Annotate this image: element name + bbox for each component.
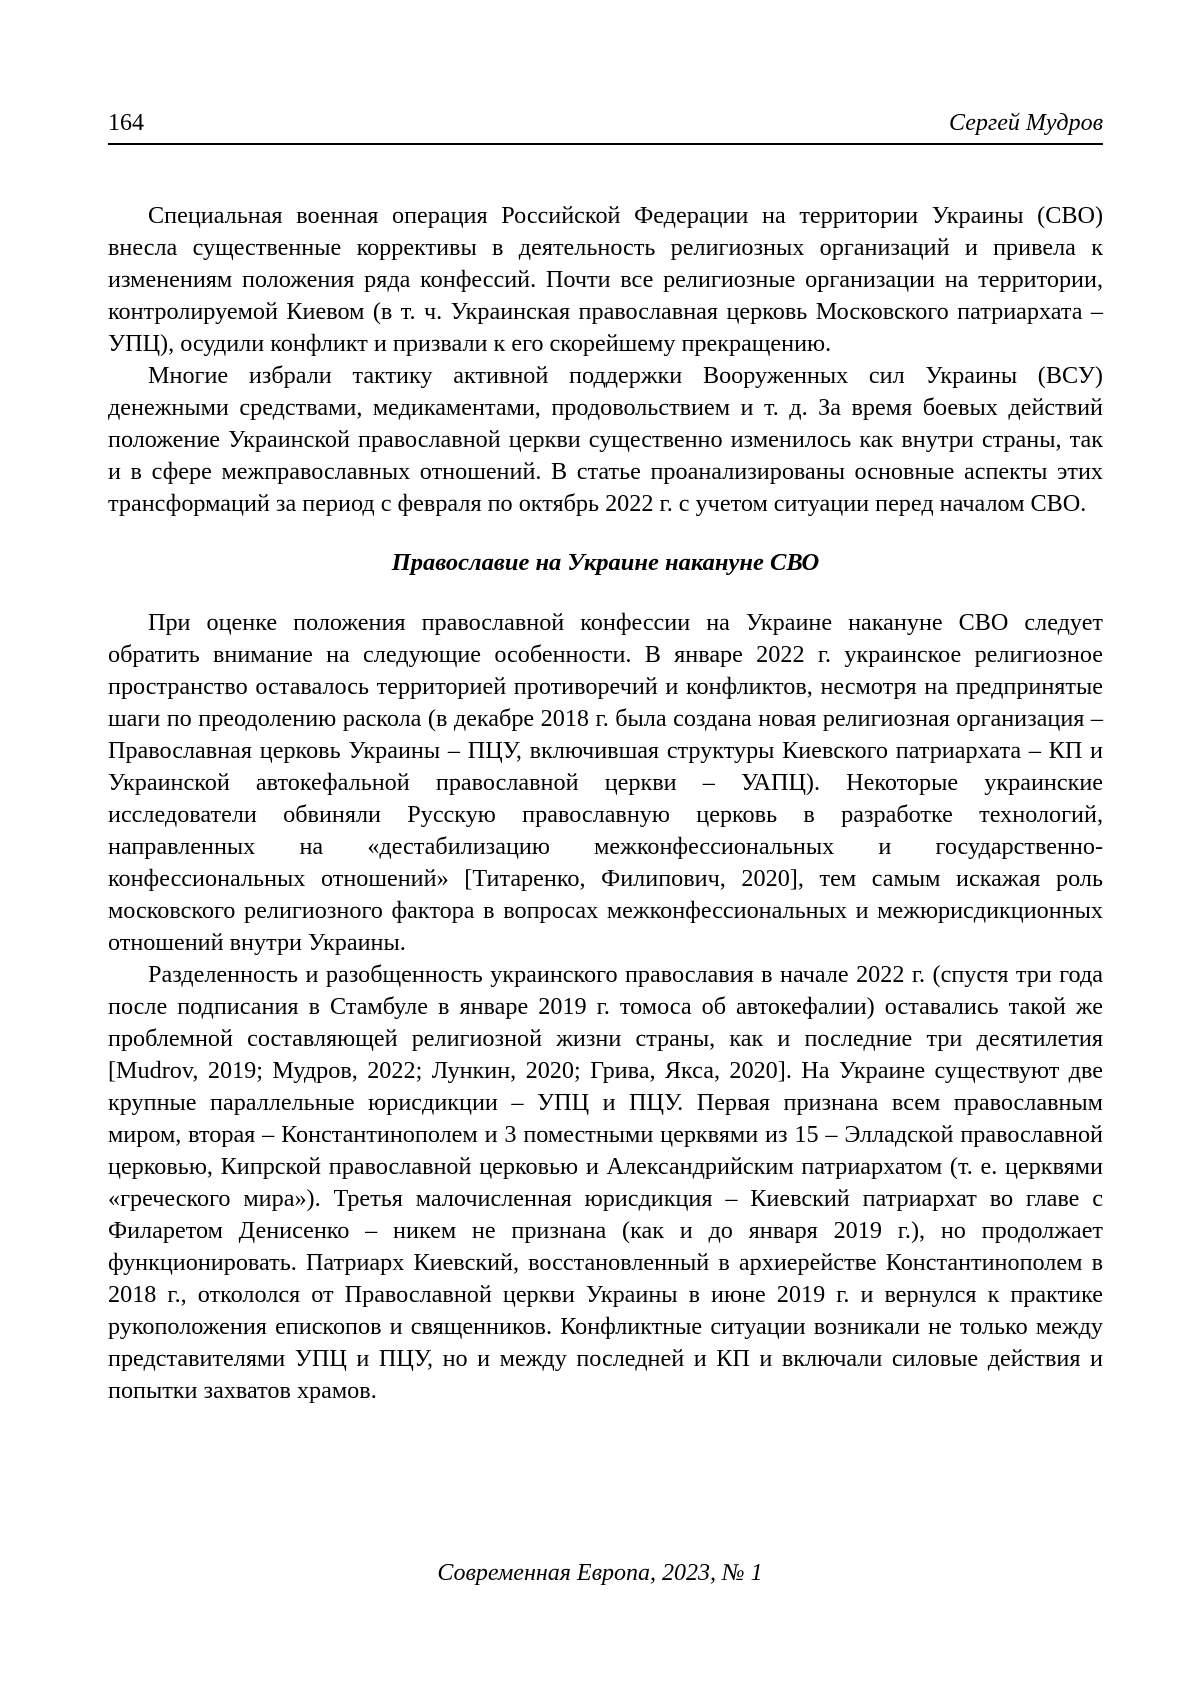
paragraph: Специальная военная операция Российской Федерации на территории Украины (СВО) внесла существенные коррективы в деятельность религиозных организаций и привела к изменениям положения ряда конфессий. Почти все религиозные организации на территории, контролируемой Киевом (в т. ч. Украинская православная церковь Московского патриархата – УПЦ), осудили конфликт и призвали к его скорейшему прекращению. [108, 202, 1103, 357]
article-body [108, 200, 1103, 1407]
paragraph: Многие избрали тактику активной поддержки Вооруженных сил Украины (ВСУ) денежными средствами, медикаментами, продовольствием и т. д. За время боевых действий положение Украинской православной церкви существенно изменилось как внутри страны, так и в сфере межправославных отношений. В статье проанализированы основные аспекты этих трансформаций за период с февраля по октябрь 2022 г. с учетом ситуации перед началом СВО. [108, 362, 1103, 517]
running-head [108, 108, 1103, 138]
header-rule [108, 143, 1103, 145]
paragraph: Разделенность и разобщенность украинского православия в начале 2022 г. (спустя три года после подписания в Стамбуле в январе 2019 г. томоса об автокефалии) оставались такой же проблемной составляющей религиозной жизни страны, как и последние три десятилетия [Mudrov, 2019; Мудров, 2022; Лункин, 2020; Грива, Якса, 2020]. На Украине существуют две крупные параллельные юрисдикции – УПЦ и ПЦУ. Первая признана всем православным миром, вторая – Константинополем и 3 поместными церквями из 15 – Элладской православной церковью, Кипрской православной церковью и Александрийским патриархатом (т. е. церквями «греческого мира»). Третья малочисленная юрисдикция – Киевский патриархат во главе с Филаретом Денисенко – никем не признана (как и до января 2019 г.), но продолжает функционировать. Патриарх Киевский, восстановленный в архиерействе Константинополем в 2018 г., откололся от Православной церкви Украины в июне 2019 г. и вернулся к практике рукоположения епископов и священников. Конфликтные ситуации возникали не только между представителями УПЦ и ПЦУ, но и между последней и КП и включали силовые действия и попытки захватов храмов. [108, 961, 1103, 1404]
running-head-author: Сергей Мудров [949, 110, 1103, 136]
paragraph: При оценке положения православной конфессии на Украине накануне СВО следует обратить внимание на следующие особенности. В январе 2022 г. украинское религиозное пространство оставалось территорией противоречий и конфликтов, несмотря на предпринятые шаги по преодолению раскола (в декабре 2018 г. была создана новая религиозная организация – Православная церковь Украины – ПЦУ, включившая структуры Киевского патриархата – КП и Украинской автокефальной православной церкви – УАПЦ). Некоторые украинские исследователи обвиняли Русскую православную церковь в разработке технологий, направленных на «дестабилизацию межконфессиональных и государственно-конфессиональных отношений» [Титаренко, Филипович, 2020], тем самым искажая роль московского религиозного фактора в вопросах межконфессиональных и межюрисдикционных отношений внутри Украины. [108, 609, 1103, 956]
journal-footer: Современная Европа, 2023, № 1 [437, 1560, 763, 1586]
page-number: 164 [108, 110, 144, 136]
section-heading: Православие на Украине накануне СВО [391, 549, 820, 576]
